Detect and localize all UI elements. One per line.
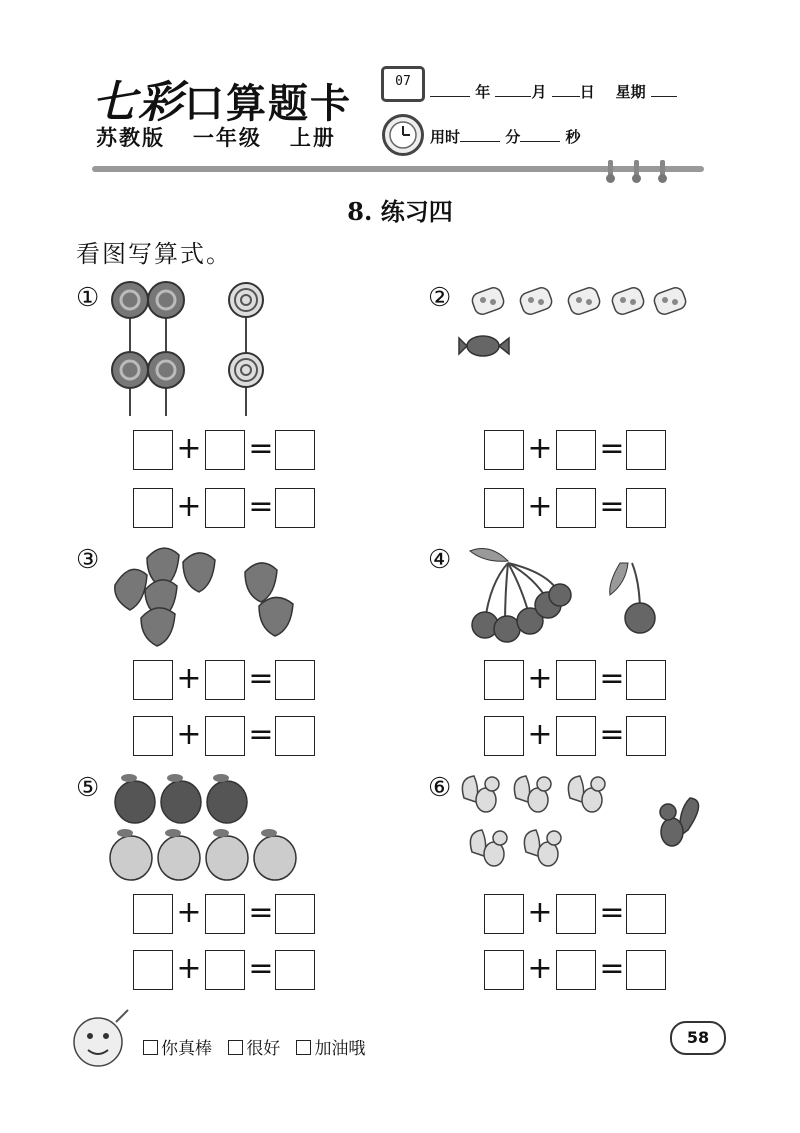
rating-checkbox-3[interactable] xyxy=(296,1040,311,1055)
month-label: 月 xyxy=(531,83,547,101)
answer-box[interactable] xyxy=(556,430,596,470)
problem-number: ② xyxy=(428,283,452,313)
answer-box[interactable] xyxy=(133,430,173,470)
calendar-day: 07 xyxy=(395,74,411,89)
rating-label-1: 你真棒 xyxy=(161,1039,212,1059)
plus-sign: + xyxy=(176,661,202,696)
answer-box[interactable] xyxy=(133,716,173,756)
year-label: 年 xyxy=(475,83,491,101)
answer-box[interactable] xyxy=(133,660,173,700)
problem-number: ④ xyxy=(428,545,452,575)
answer-box[interactable] xyxy=(626,430,666,470)
answer-box[interactable] xyxy=(133,950,173,990)
plus-sign: + xyxy=(527,951,553,986)
answer-box[interactable] xyxy=(626,488,666,528)
seconds-blank[interactable] xyxy=(520,127,560,142)
lollipops-picture xyxy=(100,278,280,418)
answer-box[interactable] xyxy=(484,950,524,990)
lesson-title: 8. 练习四 xyxy=(347,197,453,226)
plus-sign: + xyxy=(527,717,553,752)
brand-qi: 七彩 xyxy=(92,77,184,128)
clock-hands xyxy=(385,117,421,153)
rating-checkbox-2[interactable] xyxy=(228,1040,243,1055)
instruction-text: 看图写算式。 xyxy=(76,240,232,268)
problem-number: ③ xyxy=(76,545,100,575)
answer-box[interactable] xyxy=(484,660,524,700)
answer-box[interactable] xyxy=(275,950,315,990)
minutes-blank[interactable] xyxy=(460,127,500,142)
date-line xyxy=(430,81,677,102)
rating-label-3: 加油哦 xyxy=(314,1039,366,1059)
plus-sign: + xyxy=(176,489,202,524)
day-blank[interactable] xyxy=(552,82,580,97)
brand-rest: 口算题卡 xyxy=(184,80,352,127)
pin-decoration xyxy=(608,160,613,176)
equals-sign: = xyxy=(248,895,274,930)
equals-sign: = xyxy=(248,489,274,524)
answer-box[interactable] xyxy=(626,716,666,756)
answer-box[interactable] xyxy=(556,950,596,990)
seconds-label: 秒 xyxy=(565,128,581,146)
apples-picture xyxy=(105,770,305,885)
equals-sign: = xyxy=(248,717,274,752)
plus-sign: + xyxy=(527,661,553,696)
answer-box[interactable] xyxy=(275,716,315,756)
weekday-label: 星期 xyxy=(615,83,646,101)
rating-label-2: 很好 xyxy=(246,1039,281,1059)
answer-box[interactable] xyxy=(275,660,315,700)
candies-picture xyxy=(455,280,695,365)
answer-box[interactable] xyxy=(205,716,245,756)
rating-checkbox-1[interactable] xyxy=(143,1040,158,1055)
answer-box[interactable] xyxy=(626,660,666,700)
problem-number: ⑤ xyxy=(76,773,100,803)
time-line xyxy=(430,126,581,147)
answer-box[interactable] xyxy=(484,716,524,756)
rating-options xyxy=(143,1034,365,1059)
pin-decoration xyxy=(660,160,665,176)
strawberries-picture xyxy=(105,540,305,650)
answer-box[interactable] xyxy=(205,488,245,528)
answer-box[interactable] xyxy=(626,950,666,990)
day-label: 日 xyxy=(579,83,595,101)
answer-box[interactable] xyxy=(556,894,596,934)
answer-box[interactable] xyxy=(275,430,315,470)
time-used-label: 用时 xyxy=(430,128,461,146)
month-blank[interactable] xyxy=(495,82,531,97)
answer-box[interactable] xyxy=(556,716,596,756)
answer-box[interactable] xyxy=(205,430,245,470)
equals-sign: = xyxy=(599,717,625,752)
answer-box[interactable] xyxy=(275,894,315,934)
answer-box[interactable] xyxy=(556,660,596,700)
year-blank[interactable] xyxy=(430,82,470,97)
equals-sign: = xyxy=(599,951,625,986)
brand-title xyxy=(92,66,352,130)
problem-number: ① xyxy=(76,283,100,313)
plus-sign: + xyxy=(527,431,553,466)
equals-sign: = xyxy=(599,895,625,930)
answer-box[interactable] xyxy=(484,488,524,528)
clock-icon xyxy=(382,114,424,156)
cherries-picture xyxy=(460,543,670,648)
answer-box[interactable] xyxy=(484,430,524,470)
plus-sign: + xyxy=(527,489,553,524)
answer-box[interactable] xyxy=(275,488,315,528)
answer-box[interactable] xyxy=(205,894,245,934)
answer-box[interactable] xyxy=(205,950,245,990)
answer-box[interactable] xyxy=(484,894,524,934)
problem-number: ⑥ xyxy=(428,773,452,803)
answer-box[interactable] xyxy=(556,488,596,528)
equals-sign: = xyxy=(248,431,274,466)
plus-sign: + xyxy=(176,895,202,930)
page-number: 58 xyxy=(670,1021,726,1055)
edition-label: 苏教版 一年级 上册 xyxy=(96,126,336,150)
mascot-icon xyxy=(66,1004,136,1074)
plus-sign: + xyxy=(176,431,202,466)
answer-box[interactable] xyxy=(205,660,245,700)
minutes-label: 分 xyxy=(505,128,521,146)
plus-sign: + xyxy=(527,895,553,930)
plus-sign: + xyxy=(176,717,202,752)
squirrels-picture xyxy=(458,770,708,875)
equals-sign: = xyxy=(248,951,274,986)
equals-sign: = xyxy=(599,661,625,696)
answer-box[interactable] xyxy=(133,488,173,528)
answer-box[interactable] xyxy=(626,894,666,934)
calendar-icon xyxy=(381,66,425,102)
equals-sign: = xyxy=(248,661,274,696)
equals-sign: = xyxy=(599,489,625,524)
equals-sign: = xyxy=(599,431,625,466)
answer-box[interactable] xyxy=(133,894,173,934)
weekday-blank[interactable] xyxy=(651,82,677,97)
plus-sign: + xyxy=(176,951,202,986)
pin-decoration xyxy=(634,160,639,176)
